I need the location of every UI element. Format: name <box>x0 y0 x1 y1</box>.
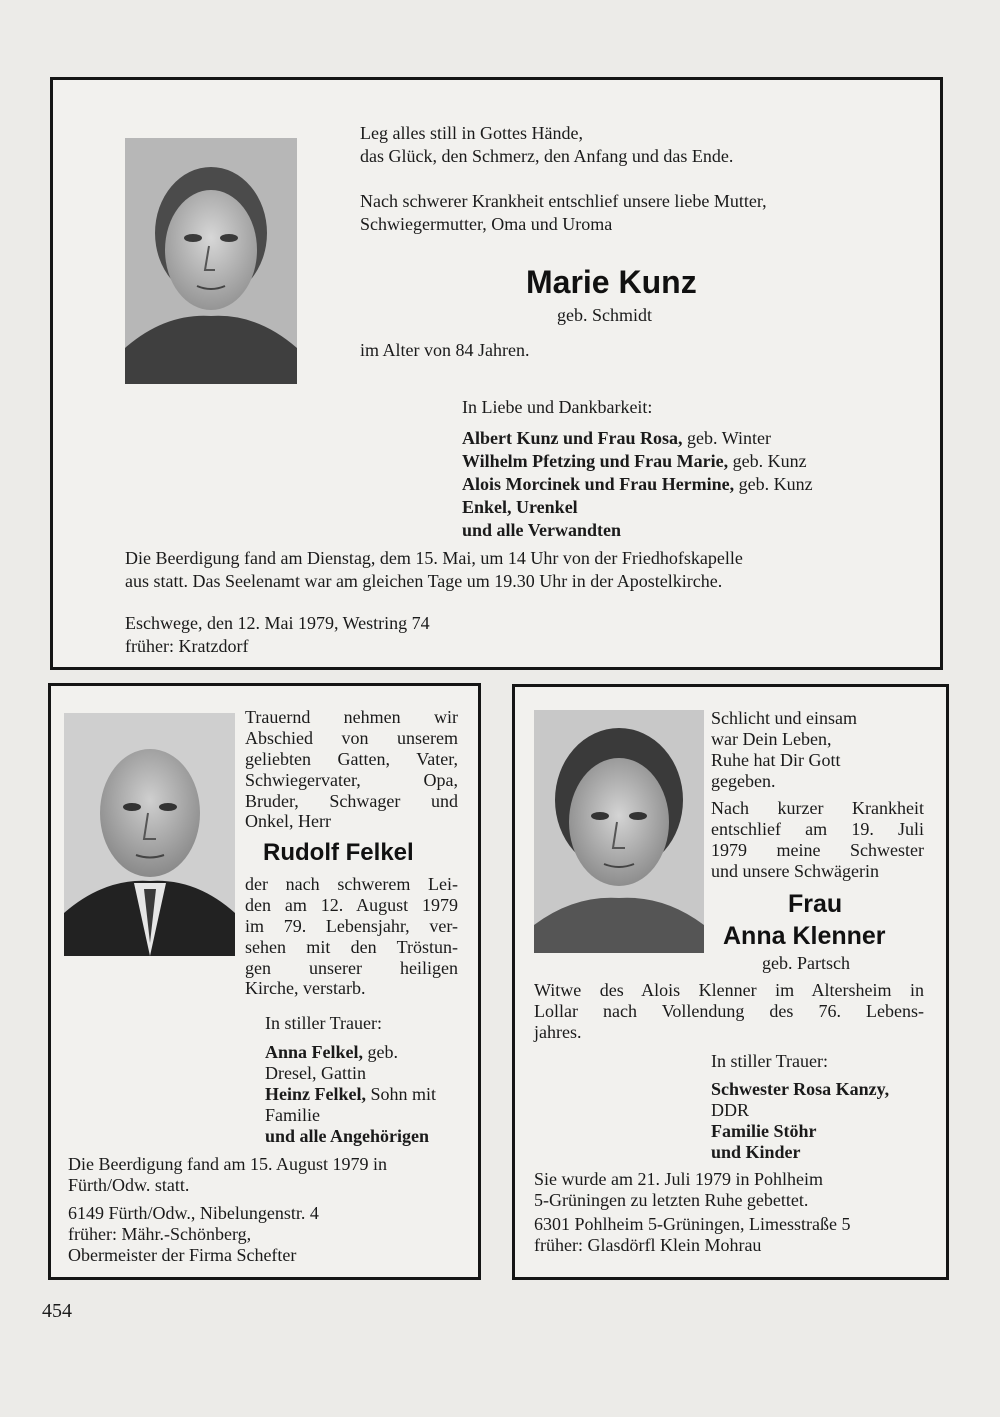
body-line: Lollar nach Vollendung des 76. Lebens- <box>534 1001 924 1021</box>
intro-line: Nach kurzer Krankheit <box>711 798 924 818</box>
body-line: Kirche, verstarb. <box>245 978 366 998</box>
mourner-line: Anna Felkel, geb. <box>265 1042 399 1062</box>
portrait-photo-rudolf-felkel <box>64 713 235 956</box>
maiden-name: geb. Schmidt <box>557 305 652 325</box>
mourner-line: Familie Stöhr <box>711 1121 817 1141</box>
mourner-line: und alle Verwandten <box>462 520 622 540</box>
mourner-line: und Kinder <box>711 1142 801 1162</box>
intro-line: 1979 meine Schwester <box>711 840 924 860</box>
portrait-photo-anna-klenner <box>534 710 704 953</box>
funeral-line: Die Beerdigung fand am 15. August 1979 in <box>68 1154 387 1174</box>
verse-line: war Dein Leben, <box>711 729 832 749</box>
intro-line: und unsere Schwägerin <box>711 861 879 881</box>
body-line: den am 12. August 1979 <box>245 895 458 915</box>
verse-line: Leg alles still in Gottes Hände, <box>360 123 583 143</box>
mourner-line: Enkel, Urenkel <box>462 497 578 517</box>
burial-line: 5-Grüningen zu letzten Ruhe gebettet. <box>534 1190 809 1210</box>
mourner-line: Familie <box>265 1105 320 1125</box>
funeral-line: Die Beerdigung fand am Dienstag, dem 15. Mai, um 14 Uhr von der Friedhofskapelle <box>125 548 743 568</box>
intro-line: Abschied von unserem <box>245 728 458 748</box>
verse-line: gegeben. <box>711 771 776 791</box>
former-residence: früher: Kratzdorf <box>125 636 249 656</box>
place-date-line: Eschwege, den 12. Mai 1979, Westring 74 <box>125 613 430 633</box>
page-number: 454 <box>42 1300 72 1322</box>
funeral-line: Fürth/Odw. statt. <box>68 1175 190 1195</box>
intro-line: Onkel, Herr <box>245 811 331 831</box>
verse-line: Schlicht und einsam <box>711 708 857 728</box>
former-residence: früher: Glasdörfl Klein Mohrau <box>534 1235 762 1255</box>
address-line: 6301 Pohlheim 5-Grüningen, Limesstraße 5 <box>534 1214 851 1234</box>
occupation-line: Obermeister der Firma Schefter <box>68 1245 297 1265</box>
mourner-line: Heinz Felkel, Sohn mit <box>265 1084 436 1104</box>
deceased-name: Rudolf Felkel <box>263 839 414 866</box>
mourner-line: Alois Morcinek und Frau Hermine, geb. Kunz <box>462 474 813 494</box>
mourner-line: und alle Angehörigen <box>265 1126 430 1146</box>
verse-line: das Glück, den Schmerz, den Anfang und das Ende. <box>360 146 734 166</box>
burial-line: Sie wurde am 21. Juli 1979 in Pohlheim <box>534 1169 823 1189</box>
funeral-line: aus statt. Das Seelenamt war am gleichen Tage um 19.30 Uhr in der Apostelkirche. <box>125 571 723 591</box>
deceased-name: Marie Kunz <box>526 264 697 300</box>
mourners-intro: In Liebe und Dankbarkeit: <box>462 397 653 417</box>
intro-line: Schwiegervater, Opa, <box>245 770 458 790</box>
intro-line: geliebten Gatten, Vater, <box>245 749 458 769</box>
address-line: 6149 Fürth/Odw., Nibelungenstr. 4 <box>68 1203 319 1223</box>
mourners-intro: In stiller Trauer: <box>711 1051 828 1071</box>
intro-line: Trauernd nehmen wir <box>245 707 458 727</box>
obituary-rudolf-felkel <box>48 683 481 1280</box>
body-line: jahres. <box>534 1022 582 1042</box>
body-line: der nach schwerem Lei- <box>245 874 458 894</box>
obituary-anna-klenner <box>512 684 949 1280</box>
intro-line: Nach schwerer Krankheit entschlief unsere liebe Mutter, <box>360 191 767 211</box>
mourner-line: Albert Kunz und Frau Rosa, geb. Winter <box>462 428 771 448</box>
deceased-name: Anna Klenner <box>723 922 886 950</box>
intro-line: Schwiegermutter, Oma und Uroma <box>360 214 613 234</box>
body-line: sehen mit den Tröstun- <box>245 937 458 957</box>
body-line: Witwe des Alois Klenner im Altersheim in <box>534 980 924 1000</box>
portrait-photo-marie-kunz <box>125 138 297 384</box>
mourners-intro: In stiller Trauer: <box>265 1013 382 1033</box>
mourner-line: Schwester Rosa Kanzy, <box>711 1079 890 1099</box>
body-line: gen unserer heiligen <box>245 958 458 978</box>
intro-line: entschlief am 19. Juli <box>711 819 924 839</box>
age-line: im Alter von 84 Jahren. <box>360 340 530 360</box>
mourner-line: DDR <box>711 1100 750 1120</box>
obituary-marie-kunz <box>50 77 943 670</box>
mourner-line: Dresel, Gattin <box>265 1063 366 1083</box>
deceased-title: Frau <box>788 890 843 918</box>
verse-line: Ruhe hat Dir Gott <box>711 750 841 770</box>
mourner-line: Wilhelm Pfetzing und Frau Marie, geb. Kunz <box>462 451 807 471</box>
intro-line: Bruder, Schwager und <box>245 791 458 811</box>
body-line: im 79. Lebensjahr, ver- <box>245 916 458 936</box>
maiden-name: geb. Partsch <box>762 953 850 973</box>
former-residence: früher: Mähr.-Schönberg, <box>68 1224 252 1244</box>
